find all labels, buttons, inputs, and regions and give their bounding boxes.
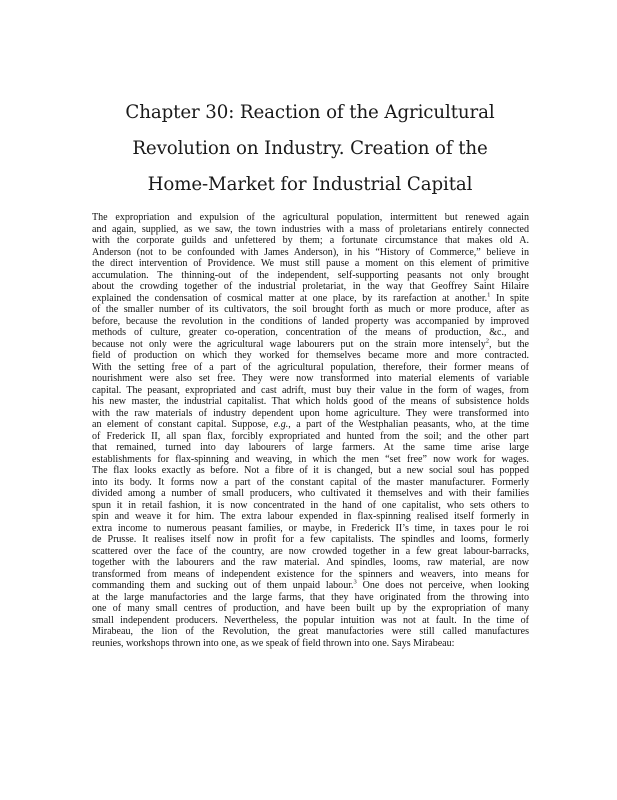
text-line bbox=[92, 293, 529, 305]
text-line: about the crowding together of the industrial proletariat, in the way that Geoffrey Saint Hilaire bbox=[92, 281, 529, 292]
text-line: of the smaller number of its cultivators, the soil brought forth as much or more produce, after as bbox=[92, 304, 529, 315]
text-line: that remained, turned into day labourers of large farmers. At the same time arise large bbox=[92, 442, 529, 453]
text-line: one of many small centres of production, and have been built up by the expropriation of many bbox=[92, 603, 529, 614]
footnote-marker[interactable]: 1 bbox=[487, 291, 491, 299]
footnote-marker[interactable]: 3 bbox=[353, 578, 357, 586]
text-line bbox=[92, 339, 529, 351]
text-line: small independent producers. Nevertheless, the popular intuition was not at fault. In the time of bbox=[92, 614, 529, 626]
text-line: transformed from means of independent existence for the spinners and weavers, into means for bbox=[92, 568, 529, 580]
text-line: Mirabeau, the lion of the Revolution, the great manufactories were still called manufactures bbox=[92, 626, 529, 637]
text-line: the direct intervention of Providence. We must still pause a moment on this element of primitive bbox=[92, 258, 529, 269]
text-line: accumulation. The thinning-out of the independent, self-supporting peasants not only brought bbox=[92, 269, 529, 281]
text-segment: , but the bbox=[489, 338, 529, 350]
text-line: and again, supplied, as we saw, the town industries with a mass of proletarians entirely connected bbox=[92, 223, 529, 235]
text-line: into its body. It forms now a part of the constant capital of the master manufacturer. Formerly bbox=[92, 476, 529, 488]
text-line: reunies, workshops thrown into one, as we speak of field thrown into one. Says Mirabeau: bbox=[92, 637, 455, 649]
text-line: scattered over the face of the country, are now crowded together in a few great labour-barracks, bbox=[92, 545, 529, 557]
text-line: capital. The peasant, expropriated and cast adrift, must buy their value in the form of wages, from bbox=[92, 384, 529, 396]
chapter-title-line: Revolution on Industry. Creation of the bbox=[132, 138, 488, 159]
text-line: together with the labourers and the raw material. And spindles, looms, raw material, are now bbox=[92, 557, 529, 568]
text-line: nourishment were also set free. They were now transformed into material elements of variable bbox=[92, 373, 529, 384]
chapter-title bbox=[90, 95, 530, 203]
text-segment: In spite bbox=[496, 292, 530, 304]
text-line: divided among a number of small producers, who cultivated it themselves and with their families bbox=[92, 488, 529, 499]
text-line: spin and weave it for him. The extra labour expended in flax-spinning realised itself formerly in bbox=[92, 511, 529, 522]
text-segment: because not only were the agricultural wage labourers put on the strain more intensely bbox=[92, 338, 486, 350]
text-line: de Prusse. It realises itself now in profit for a few capitalists. The spindles and looms, formerly bbox=[92, 534, 529, 545]
text-line: with the corporate guilds and unfettered by them; a fortunate circumstance that makes old A. bbox=[92, 235, 529, 246]
text-line: of Frederick II, all span flax, forcibly expropriated and hunted from the soil; and the other part bbox=[92, 430, 529, 442]
text-segment: an element of constant capital. Suppose, bbox=[92, 419, 269, 430]
text-segment: commanding them and sucking out of them unpaid labour. bbox=[92, 580, 354, 591]
text-line: methods of culture, greater co-operation, concentration of the means of production, &c., and bbox=[92, 327, 529, 338]
text-segment: , a part of the Westphalian peasants, who, at the time bbox=[288, 419, 530, 430]
text-line: his new master, the industrial capitalist. That which holds good of the means of subsistence holds bbox=[92, 396, 529, 407]
emphasis-text: e.g. bbox=[273, 419, 289, 430]
text-segment: One does not perceive, when looking bbox=[362, 580, 529, 591]
text-line: The expropriation and expulsion of the agricultural population, intermittent but renewed again bbox=[92, 212, 529, 223]
footnote-marker[interactable]: 2 bbox=[485, 337, 490, 345]
text-line: extra income to numerous peasant families, or maybe, in Frederick II’s time, in taxes pour le roi bbox=[92, 522, 529, 534]
chapter-title-line: Home-Market for Industrial Capital bbox=[147, 174, 473, 195]
text-line: establishments for flax-spinning and weaving, in which the men “set free” now work for wages. bbox=[92, 453, 529, 465]
text-line: Anderson (not to be confounded with James Anderson), in his “History of Commerce,” believe in bbox=[92, 246, 529, 258]
text-line: The flax looks exactly as before. Not a fibre of it is changed, but a new social soul has popped bbox=[92, 465, 529, 476]
text-line: spun it in retail fashion, it is now concentrated in the hand of one capitalist, who sets others to bbox=[92, 499, 529, 511]
text-line: with the raw materials of industry dependent upon home agriculture. They were transformed into bbox=[92, 407, 529, 419]
text-line: before, because the revolution in the conditions of landed property was accompanied by improved bbox=[92, 315, 529, 327]
body-paragraph bbox=[92, 212, 529, 649]
text-line bbox=[92, 580, 529, 592]
text-line: at the large manufactories and the large farms, that they have originated from the throwing into bbox=[92, 591, 529, 603]
chapter-title-line: Chapter 30: Reaction of the Agricultural bbox=[125, 102, 495, 123]
text-line: field of production on which they worked for themselves became more and more contracted. bbox=[92, 350, 529, 361]
text-line bbox=[92, 419, 529, 431]
text-segment: explained the condensation of cosmical matter at one place, by its rarefaction at another. bbox=[92, 292, 488, 304]
text-line: With the setting free of a part of the agricultural population, therefore, their former means of bbox=[92, 361, 529, 373]
